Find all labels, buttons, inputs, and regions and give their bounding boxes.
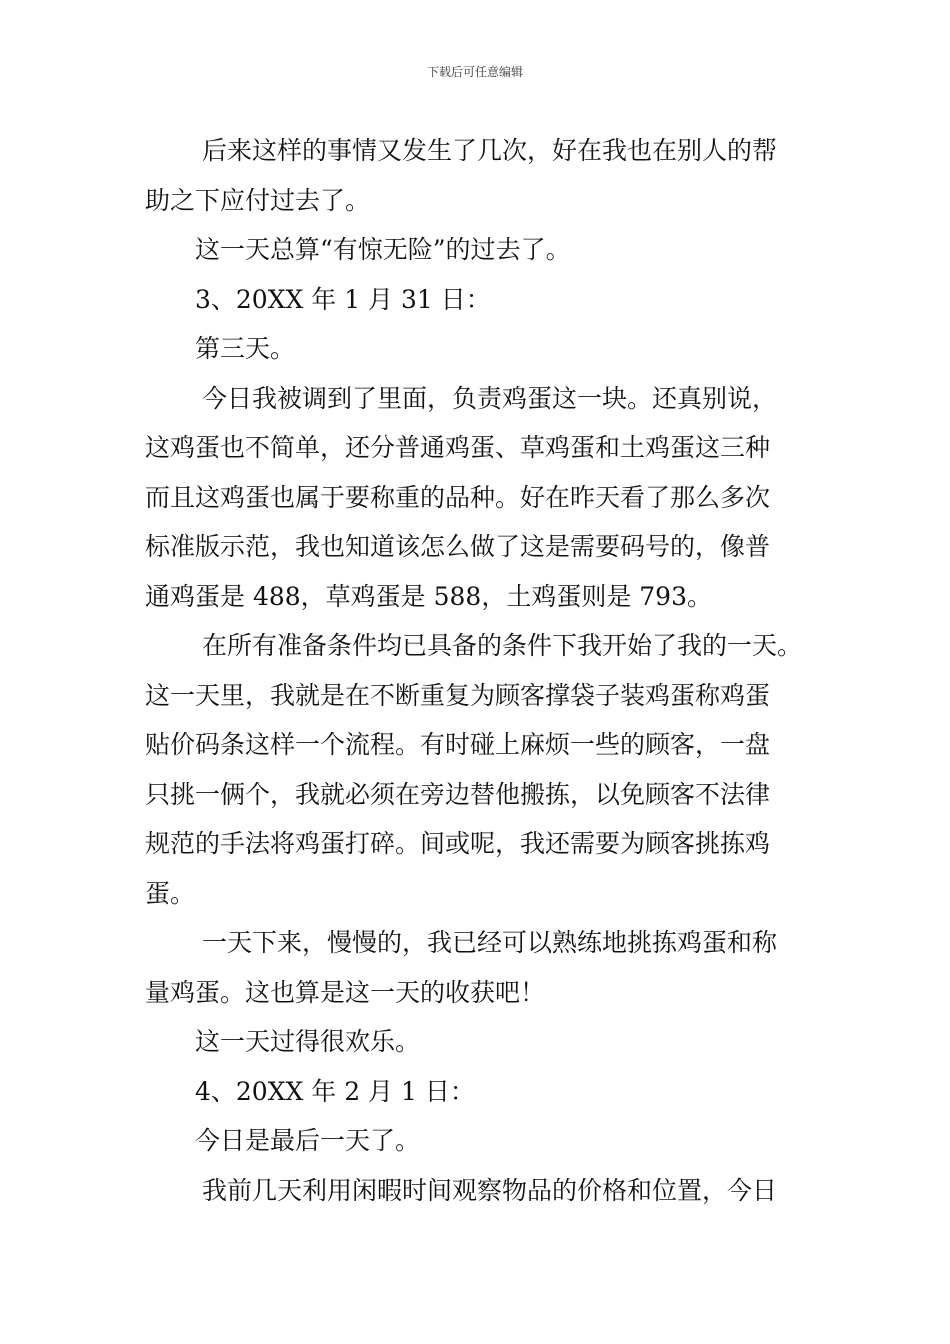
text-line: 蛋。 [145, 878, 196, 908]
text-line: 规范的手法将鸡蛋打碎。间或呢，我还需要为顾客挑拣鸡 [145, 829, 771, 858]
text-line: 一天下来，慢慢的，我已经可以熟练地挑拣鸡蛋和称 [202, 928, 778, 957]
text-line: 贴价码条这样一个流程。有时碰上麻烦一些的顾客，一盘 [145, 730, 771, 759]
document-body [145, 126, 825, 1215]
text-line: 这一天过得很欢乐。 [195, 1027, 421, 1056]
text-line: 而且这鸡蛋也属于要称重的品种。好在昨天看了那么多次 [145, 482, 771, 512]
page-header: 下载后可任意编辑 [426, 65, 523, 79]
section-heading: 4、20XX 年 2 月 1 日： [195, 1076, 475, 1106]
text-line: 后来这样的事情又发生了几次，好在我也在别人的帮 [202, 136, 778, 165]
text-line: 通鸡蛋是 488，草鸡蛋是 588，土鸡蛋则是 793。 [145, 581, 712, 611]
text-line: 这一天里，我就是在不断重复为顾客撑袋子装鸡蛋称鸡蛋 [145, 680, 771, 710]
text-line: 在所有准备条件均已具备的条件下我开始了我的一天。 [202, 631, 803, 660]
text-line: 今日我被调到了里面，负责鸡蛋这一块。还真别说， [202, 383, 778, 413]
text-line: 这鸡蛋也不简单，还分普通鸡蛋、草鸡蛋和土鸡蛋这三种 [145, 433, 771, 462]
text-line: 我前几天利用闲暇时间观察物品的价格和位置，今日 [202, 1175, 778, 1205]
text-line: 量鸡蛋。这也算是这一天的收获吧！ [145, 977, 546, 1007]
text-line: 只挑一俩个，我就必须在旁边替他搬拣，以免顾客不法律 [145, 779, 771, 809]
section-heading: 3、20XX 年 1 月 31 日： [195, 284, 491, 314]
text-line: 这一天总算“有惊无险”的过去了。 [195, 235, 571, 264]
text-line: 标准版示范，我也知道该怎么做了这是需要码号的，像普 [145, 532, 771, 561]
text-line: 助之下应付过去了。 [145, 185, 371, 215]
text-line: 第三天。 [195, 334, 296, 363]
text-line: 今日是最后一天了。 [195, 1126, 421, 1155]
